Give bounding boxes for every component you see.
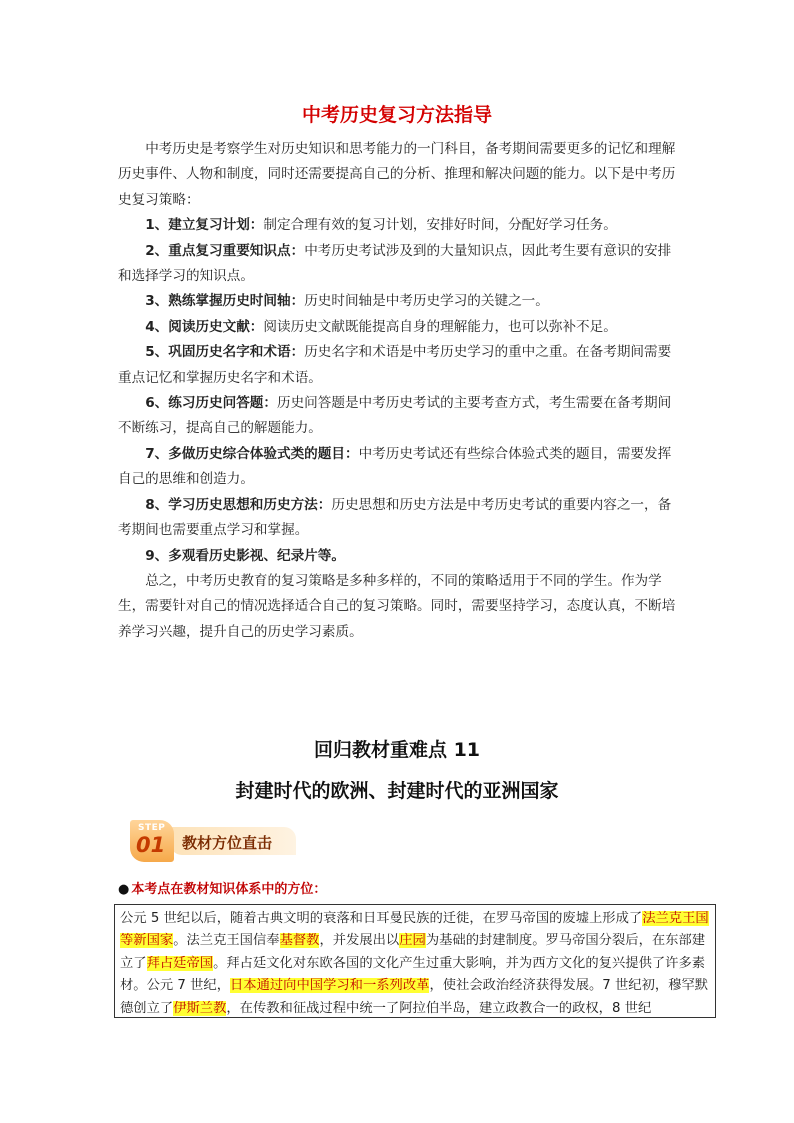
guide-item-text: 阅读历史文献既能提高自身的理解能力，也可以弥补不足。	[263, 318, 617, 335]
guide-item-label: 4、阅读历史文献：	[145, 318, 264, 335]
step-banner	[130, 820, 300, 862]
passage-text: 。拜占廷文化对东欧各国的文化产生过重大影响，并为西方文化的复兴提供了许多素材。公元 7 世纪，	[120, 955, 706, 994]
guide-intro: 中考历史是考察学生对历史知识和思考能力的一门科目，备考期间需要更多的记忆和理解历史事件、人物和制度，同时还需要提高自己的分析、推理和解决问题的能力。以下是中考历史复习策略：	[118, 141, 676, 208]
passage-text: ，并发展出以	[319, 933, 400, 949]
guide-item	[118, 289, 684, 314]
guide-item	[118, 442, 684, 493]
guide-item-label: 6、练习历史问答题：	[145, 395, 277, 412]
highlight-term: 拜占廷帝国	[146, 955, 214, 971]
guide-item-text: 历史问答题是中考历史考试的主要考查方式，考生需要在备考期间不断练习，提高自己的解题能力。	[118, 395, 672, 437]
guide-item	[118, 239, 684, 290]
guide-item-label: 5、巩固历史名字和术语：	[145, 344, 305, 361]
guide-item	[118, 213, 684, 238]
textbook-passage-box	[114, 904, 716, 1018]
guide-item-label: 3、熟练掌握历史时间轴：	[145, 293, 305, 310]
guide-body	[118, 137, 684, 645]
step-label: 教材方位直击	[182, 834, 273, 852]
passage-text: 公元 5 世纪以后，随着古典文明的衰落和日耳曼民族的迁徙，在罗马帝国的废墟上形成了	[120, 911, 643, 926]
guide-item-text: 中考历史考试还有些综合体验式类的题目，需要发挥自己的思维和创造力。	[118, 445, 672, 488]
passage-text: 为基础的封建制度。罗马帝国分裂后，在东部建立了	[120, 933, 706, 971]
highlight-term: 基督教	[279, 933, 320, 949]
highlight-term: 伊斯兰教	[173, 1000, 227, 1016]
guide-item-text: 制定合理有效的复习计划，安排好时间，分配好学习任务。	[263, 217, 617, 234]
guide-item	[118, 391, 684, 442]
guide-item-text: 历史时间轴是中考历史学习的关键之一。	[304, 293, 549, 310]
passage-text: ，在传教和征战过程中统一了阿拉伯半岛，建立政教合一的政权，8 世纪	[226, 1000, 652, 1016]
lesson-subtitle: 封建时代的欧洲、封建时代的亚洲国家	[235, 780, 559, 802]
guide-summary: 总之，中考历史教育的复习策略是多种多样的，不同的策略适用于不同的学生。作为学生，需要针对自己的情况选择适合自己的复习策略。同时，需要坚持学习，态度认真，不断培养学习兴趣，提升自己的历史学习素质。	[118, 572, 676, 640]
guide-item-label: 1、建立复习计划：	[145, 217, 264, 234]
guide-item	[118, 315, 684, 340]
highlight-term: 庄园	[399, 933, 426, 949]
highlight-term: 日本通过向中国学习和一系列改革	[230, 978, 430, 994]
location-heading	[118, 878, 326, 897]
guide-item-text: 中考历史考试涉及到的大量知识点，因此考生要有意识的安排和选择学习的知识点。	[118, 242, 672, 285]
location-heading-text: 本考点在教材知识体系中的方位：	[131, 882, 327, 897]
guide-item	[118, 340, 684, 391]
bullet-icon: ●	[118, 882, 130, 897]
guide-item-label: 9、多观看历史影视、纪录片等。	[145, 547, 345, 564]
lesson-title: 回归教材重难点 11	[313, 739, 481, 761]
guide-title: 中考历史复习方法指导	[301, 104, 492, 126]
guide-item-label: 2、重点复习重要知识点：	[145, 242, 305, 259]
step-number: 01	[136, 833, 166, 857]
guide-item	[118, 544, 684, 569]
guide-item-text: 历史名字和术语是中考历史学习的重中之重。在备考期间需要重点记忆和掌握历史名字和术语。	[118, 344, 672, 386]
guide-item-label: 8、学习历史思想和历史方法：	[145, 496, 332, 513]
step-word: STEP	[138, 823, 166, 833]
guide-item-label: 7、多做历史综合体验式类的题目：	[145, 445, 359, 462]
guide-item	[118, 493, 684, 544]
passage-text: ，使社会政治经济获得发展。7 世纪初，穆罕默德创立了	[120, 978, 709, 1016]
guide-item-text: 历史思想和历史方法是中考历史考试的重要内容之一，备考期间也需要重点学习和掌握。	[118, 496, 672, 539]
passage-text: 。法兰克王国信奉	[173, 933, 280, 949]
highlight-term: 法兰克王国等新国家	[120, 911, 709, 949]
